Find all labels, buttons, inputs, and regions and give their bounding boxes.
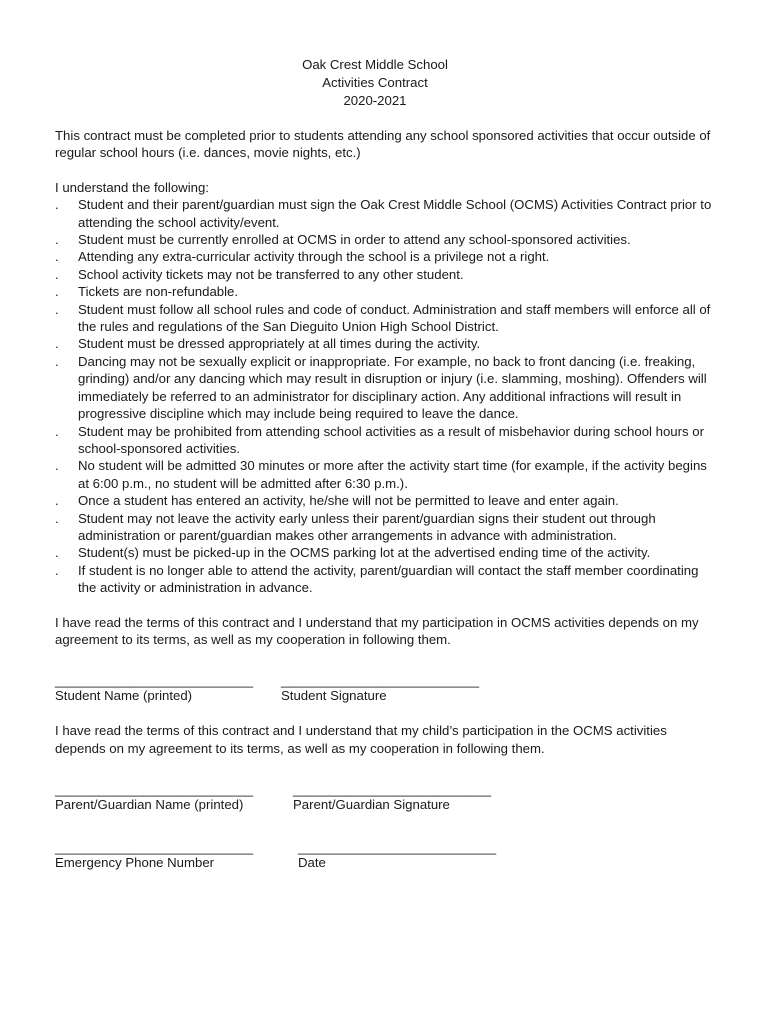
- rule-text: Student may be prohibited from attending school activities as a result of misbehavior during school hours or school-sponsored activities.: [78, 423, 705, 456]
- rule-text: Student must be currently enrolled at OCMS in order to attend any school-sponsored activities.: [78, 232, 631, 248]
- document-header: [30, 56, 720, 110]
- rule-text: Student must follow all school rules and code of conduct. Administration and staff members will enforce all of the rules and regulations of the San Dieguito Union High School District.: [78, 301, 711, 335]
- rule-text: No student will be admitted 30 minutes or more after the activity start time (for example, if the activity begins at 6:00 p.m., no student will be admitted after 6:30 p.m.).: [78, 458, 707, 491]
- rule-text: Once a student has entered an activity, he/she will not be permitted to leave and enter again.: [78, 493, 619, 509]
- rule-text: Tickets are non-refundable.: [78, 284, 239, 300]
- rule-item: [55, 423, 720, 458]
- bullet-marker: .: [55, 545, 59, 561]
- rule-item: [55, 457, 720, 492]
- rule-item: [55, 283, 720, 300]
- student-name-label: Student Name (printed): [55, 688, 193, 704]
- rule-text: School activity tickets may not be transferred to any other student.: [78, 266, 464, 282]
- emergency-signature-row: [55, 841, 720, 872]
- bullet-marker: .: [55, 197, 59, 213]
- intro-paragraph: This contract must be completed prior to students attending any school sponsored activities that occur outside of regular school hours (i.e. dances, movie nights, etc.): [55, 128, 711, 161]
- date-field[interactable]: [298, 841, 496, 872]
- parent-signature-line[interactable]: ___________________________: [293, 782, 492, 798]
- rule-item: [55, 266, 720, 283]
- bullet-marker: .: [55, 353, 59, 369]
- bullet-marker: .: [55, 266, 59, 282]
- bullet-marker: .: [55, 458, 59, 474]
- bullet-marker: .: [55, 423, 59, 439]
- bullet-marker: .: [55, 301, 59, 317]
- emergency-phone-label: Emergency Phone Number: [55, 855, 215, 871]
- parent-name-line[interactable]: ___________________________: [55, 782, 254, 798]
- rule-item: [55, 562, 720, 597]
- document-title: Activities Contract: [322, 75, 428, 90]
- rule-text: Student and their parent/guardian must sign the Oak Crest Middle School (OCMS) Activities Contract prior to attending the school activity/event.: [78, 197, 712, 230]
- bullet-marker: .: [55, 493, 59, 509]
- rule-item: [55, 335, 720, 352]
- emergency-phone-field[interactable]: [55, 841, 298, 872]
- rule-text: Student(s) must be picked-up in the OCMS parking lot at the advertised ending time of the activity.: [78, 545, 651, 561]
- student-name-line[interactable]: ___________________________: [55, 673, 254, 689]
- bullet-marker: .: [55, 562, 59, 578]
- student-signature-row: [55, 674, 720, 705]
- rule-text: If student is no longer able to attend the activity, parent/guardian will contact the staff member coordinating the activity or administration in advance.: [78, 562, 699, 596]
- student-signature-field[interactable]: [281, 674, 479, 705]
- student-signature-label: Student Signature: [281, 688, 387, 704]
- bullet-marker: .: [55, 284, 59, 300]
- rule-item: [55, 301, 720, 336]
- parent-signature-label: Parent/Guardian Signature: [293, 797, 450, 813]
- bullet-marker: .: [55, 232, 59, 248]
- rule-item: [55, 353, 720, 423]
- parent-signature-row: [55, 783, 720, 814]
- bullet-marker: .: [55, 510, 59, 526]
- date-label: Date: [298, 855, 326, 871]
- rule-text: Student may not leave the activity early unless their parent/guardian signs their student out through administration or parent/guardian makes other arrangements in advance with administration.: [78, 510, 656, 543]
- school-name: Oak Crest Middle School: [302, 57, 448, 72]
- rule-text: Dancing may not be sexually explicit or inappropriate. For example, no back to front dancing (i.e. freaking, grinding) and/or any dancing which may result in disruption or injury (i.e. slamming, moshing). Offenders will immediately be referred to an administrator for disciplinary action. Any additional infractions will result in progressive discipline which may include being required to leave the dance.: [78, 353, 707, 422]
- rule-text: Student must be dressed appropriately at all times during the activity.: [78, 336, 481, 352]
- rule-item: [55, 196, 720, 231]
- parent-name-label: Parent/Guardian Name (printed): [55, 797, 244, 813]
- understand-heading: I understand the following:: [55, 179, 209, 195]
- rule-item: [55, 510, 720, 545]
- bullet-marker: .: [55, 336, 59, 352]
- bullet-marker: .: [55, 249, 59, 265]
- date-line[interactable]: ___________________________: [298, 840, 497, 856]
- rules-list: [55, 196, 720, 596]
- emergency-phone-line[interactable]: ___________________________: [55, 840, 254, 856]
- student-signature-line[interactable]: ___________________________: [281, 673, 480, 689]
- parent-name-field[interactable]: [55, 783, 293, 814]
- rule-item: [55, 231, 720, 248]
- rule-text: Attending any extra-curricular activity through the school is a privilege not a right.: [78, 249, 550, 265]
- student-name-field[interactable]: [55, 674, 281, 705]
- rule-item: [55, 492, 720, 509]
- parent-signature-field[interactable]: [293, 783, 491, 814]
- rule-item: [55, 544, 720, 561]
- parent-acknowledgement: I have read the terms of this contract and I understand that my child’s participation in the OCMS activities depends on my agreement to its terms, as well as my cooperation in following them.: [55, 723, 667, 756]
- student-acknowledgement: I have read the terms of this contract and I understand that my participation in OCMS activities depends on my agreement to its terms, as well as my cooperation in following them.: [55, 614, 699, 647]
- school-year: 2020-2021: [343, 93, 407, 108]
- rule-item: [55, 248, 720, 265]
